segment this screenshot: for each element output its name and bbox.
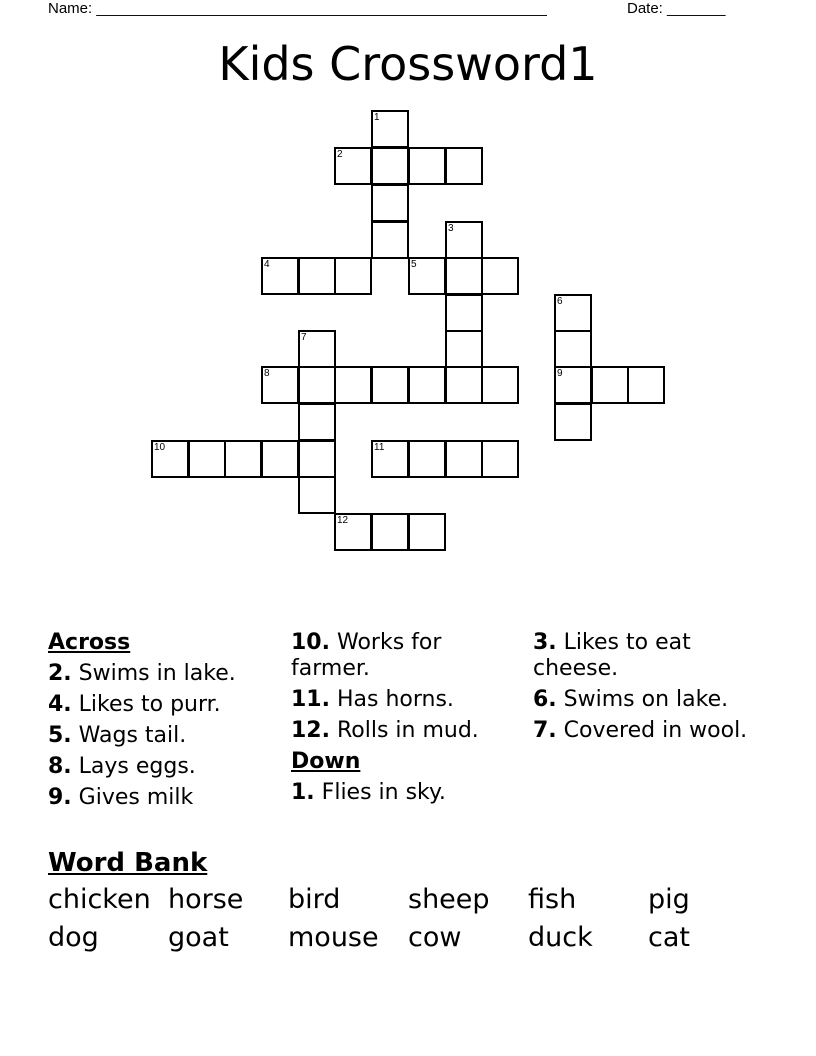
grid-cell[interactable] [298,440,336,478]
word-bank-word: chicken [48,884,151,915]
clues-column-1 [48,630,278,816]
grid-cell[interactable] [445,221,483,259]
grid-cell[interactable] [298,366,336,404]
grid-cell[interactable] [334,513,372,551]
grid-cell[interactable] [224,440,262,478]
date-field-line: Date: _______ [627,0,726,17]
clue-number-7: 7 [301,332,307,343]
word-bank-word: mouse [288,922,379,953]
clue-text: Likes to purr. [78,692,221,717]
down-clue [533,630,763,682]
word-bank-word: fish [528,884,577,915]
clue-number-12: 12 [337,515,349,526]
word-bank-word: duck [528,922,593,953]
clue-text: Gives milk [78,785,194,810]
word-bank-word: dog [48,922,99,953]
word-bank-word: sheep [408,884,490,915]
clue-text: Lays eggs. [78,754,196,779]
grid-cell[interactable] [408,147,446,185]
grid-cell[interactable] [445,294,483,332]
across-clue [48,661,278,687]
grid-cell[interactable] [371,184,409,222]
grid-cell[interactable] [408,257,446,295]
clue-number-8: 8 [264,368,270,379]
across-heading: Across [48,630,131,655]
grid-cell[interactable] [298,257,336,295]
grid-cell[interactable] [445,257,483,295]
clues-column-2 [291,630,521,811]
clue-num: 4. [48,692,72,717]
clue-text: Wags tail. [78,723,187,748]
name-field-line: Name: ______________________________________________________ [48,0,547,17]
word-bank-word: cat [648,922,690,953]
grid-cell[interactable] [334,147,372,185]
grid-cell[interactable] [371,110,409,148]
across-clue [291,718,521,744]
clue-number-5: 5 [411,259,417,270]
grid-cell[interactable] [554,366,592,404]
page-title: Kids Crossword1 [218,37,598,91]
grid-cell[interactable] [554,330,592,368]
grid-cell[interactable] [334,366,372,404]
grid-cell[interactable] [591,366,629,404]
clue-text: Swims in lake. [78,661,236,686]
clue-number-6: 6 [557,296,563,307]
grid-cell[interactable] [334,257,372,295]
clue-num: 7. [533,718,557,743]
clue-num: 1. [291,780,315,805]
clue-number-3: 3 [448,223,454,234]
across-clue [48,692,278,718]
grid-cell[interactable] [445,147,483,185]
down-heading: Down [291,749,361,774]
across-clue [48,754,278,780]
grid-cell[interactable] [188,440,226,478]
clue-number-4: 4 [264,259,270,270]
grid-cell[interactable] [298,330,336,368]
grid-cell[interactable] [371,366,409,404]
word-bank-word: horse [168,884,244,915]
word-bank-word: cow [408,922,462,953]
clue-text: Works for farmer. [291,630,442,681]
across-clue [48,723,278,749]
down-clue [533,718,763,744]
clues-column-3 [533,630,763,749]
grid-cell[interactable] [261,440,299,478]
clue-num: 6. [533,687,557,712]
word-bank-word: pig [648,884,690,915]
grid-cell[interactable] [445,366,483,404]
clue-num: 9. [48,785,72,810]
clue-text: Rolls in mud. [336,718,479,743]
grid-cell[interactable] [298,403,336,441]
grid-cell[interactable] [298,476,336,514]
grid-cell[interactable] [445,330,483,368]
clue-text: Flies in sky. [321,780,446,805]
clue-number-10: 10 [154,442,166,453]
grid-cell[interactable] [554,403,592,441]
grid-cell[interactable] [408,440,446,478]
grid-cell[interactable] [481,257,519,295]
grid-cell[interactable] [408,513,446,551]
clue-num: 10. [291,630,330,655]
clue-num: 8. [48,754,72,779]
down-clue [291,780,521,806]
clue-num: 11. [291,687,330,712]
word-bank-word: goat [168,922,229,953]
across-clue [48,785,278,811]
word-bank-word: bird [288,884,341,915]
grid-cell[interactable] [371,221,409,259]
grid-cell[interactable] [261,366,299,404]
clue-text: Likes to eat cheese. [533,630,691,681]
grid-cell[interactable] [445,440,483,478]
clue-number-11: 11 [374,442,385,453]
grid-cell[interactable] [371,513,409,551]
down-clue [533,687,763,713]
grid-cell[interactable] [261,257,299,295]
grid-cell[interactable] [481,440,519,478]
clue-text: Covered in wool. [563,718,748,743]
grid-cell[interactable] [151,440,189,478]
word-bank-heading: Word Bank [48,848,208,878]
grid-cell[interactable] [371,440,409,478]
clue-num: 2. [48,661,72,686]
across-clue [291,687,521,713]
across-clue [291,630,521,682]
clue-num: 12. [291,718,330,743]
grid-cell[interactable] [554,294,592,332]
clue-number-2: 2 [337,149,343,160]
grid-cell[interactable] [627,366,665,404]
clue-num: 3. [533,630,557,655]
clue-text: Swims on lake. [563,687,729,712]
clue-num: 5. [48,723,72,748]
grid-cell[interactable] [371,147,409,185]
clue-text: Has horns. [336,687,454,712]
clue-number-1: 1 [374,112,380,123]
clue-number-9: 9 [557,368,563,379]
grid-cell[interactable] [481,366,519,404]
grid-cell[interactable] [408,366,446,404]
